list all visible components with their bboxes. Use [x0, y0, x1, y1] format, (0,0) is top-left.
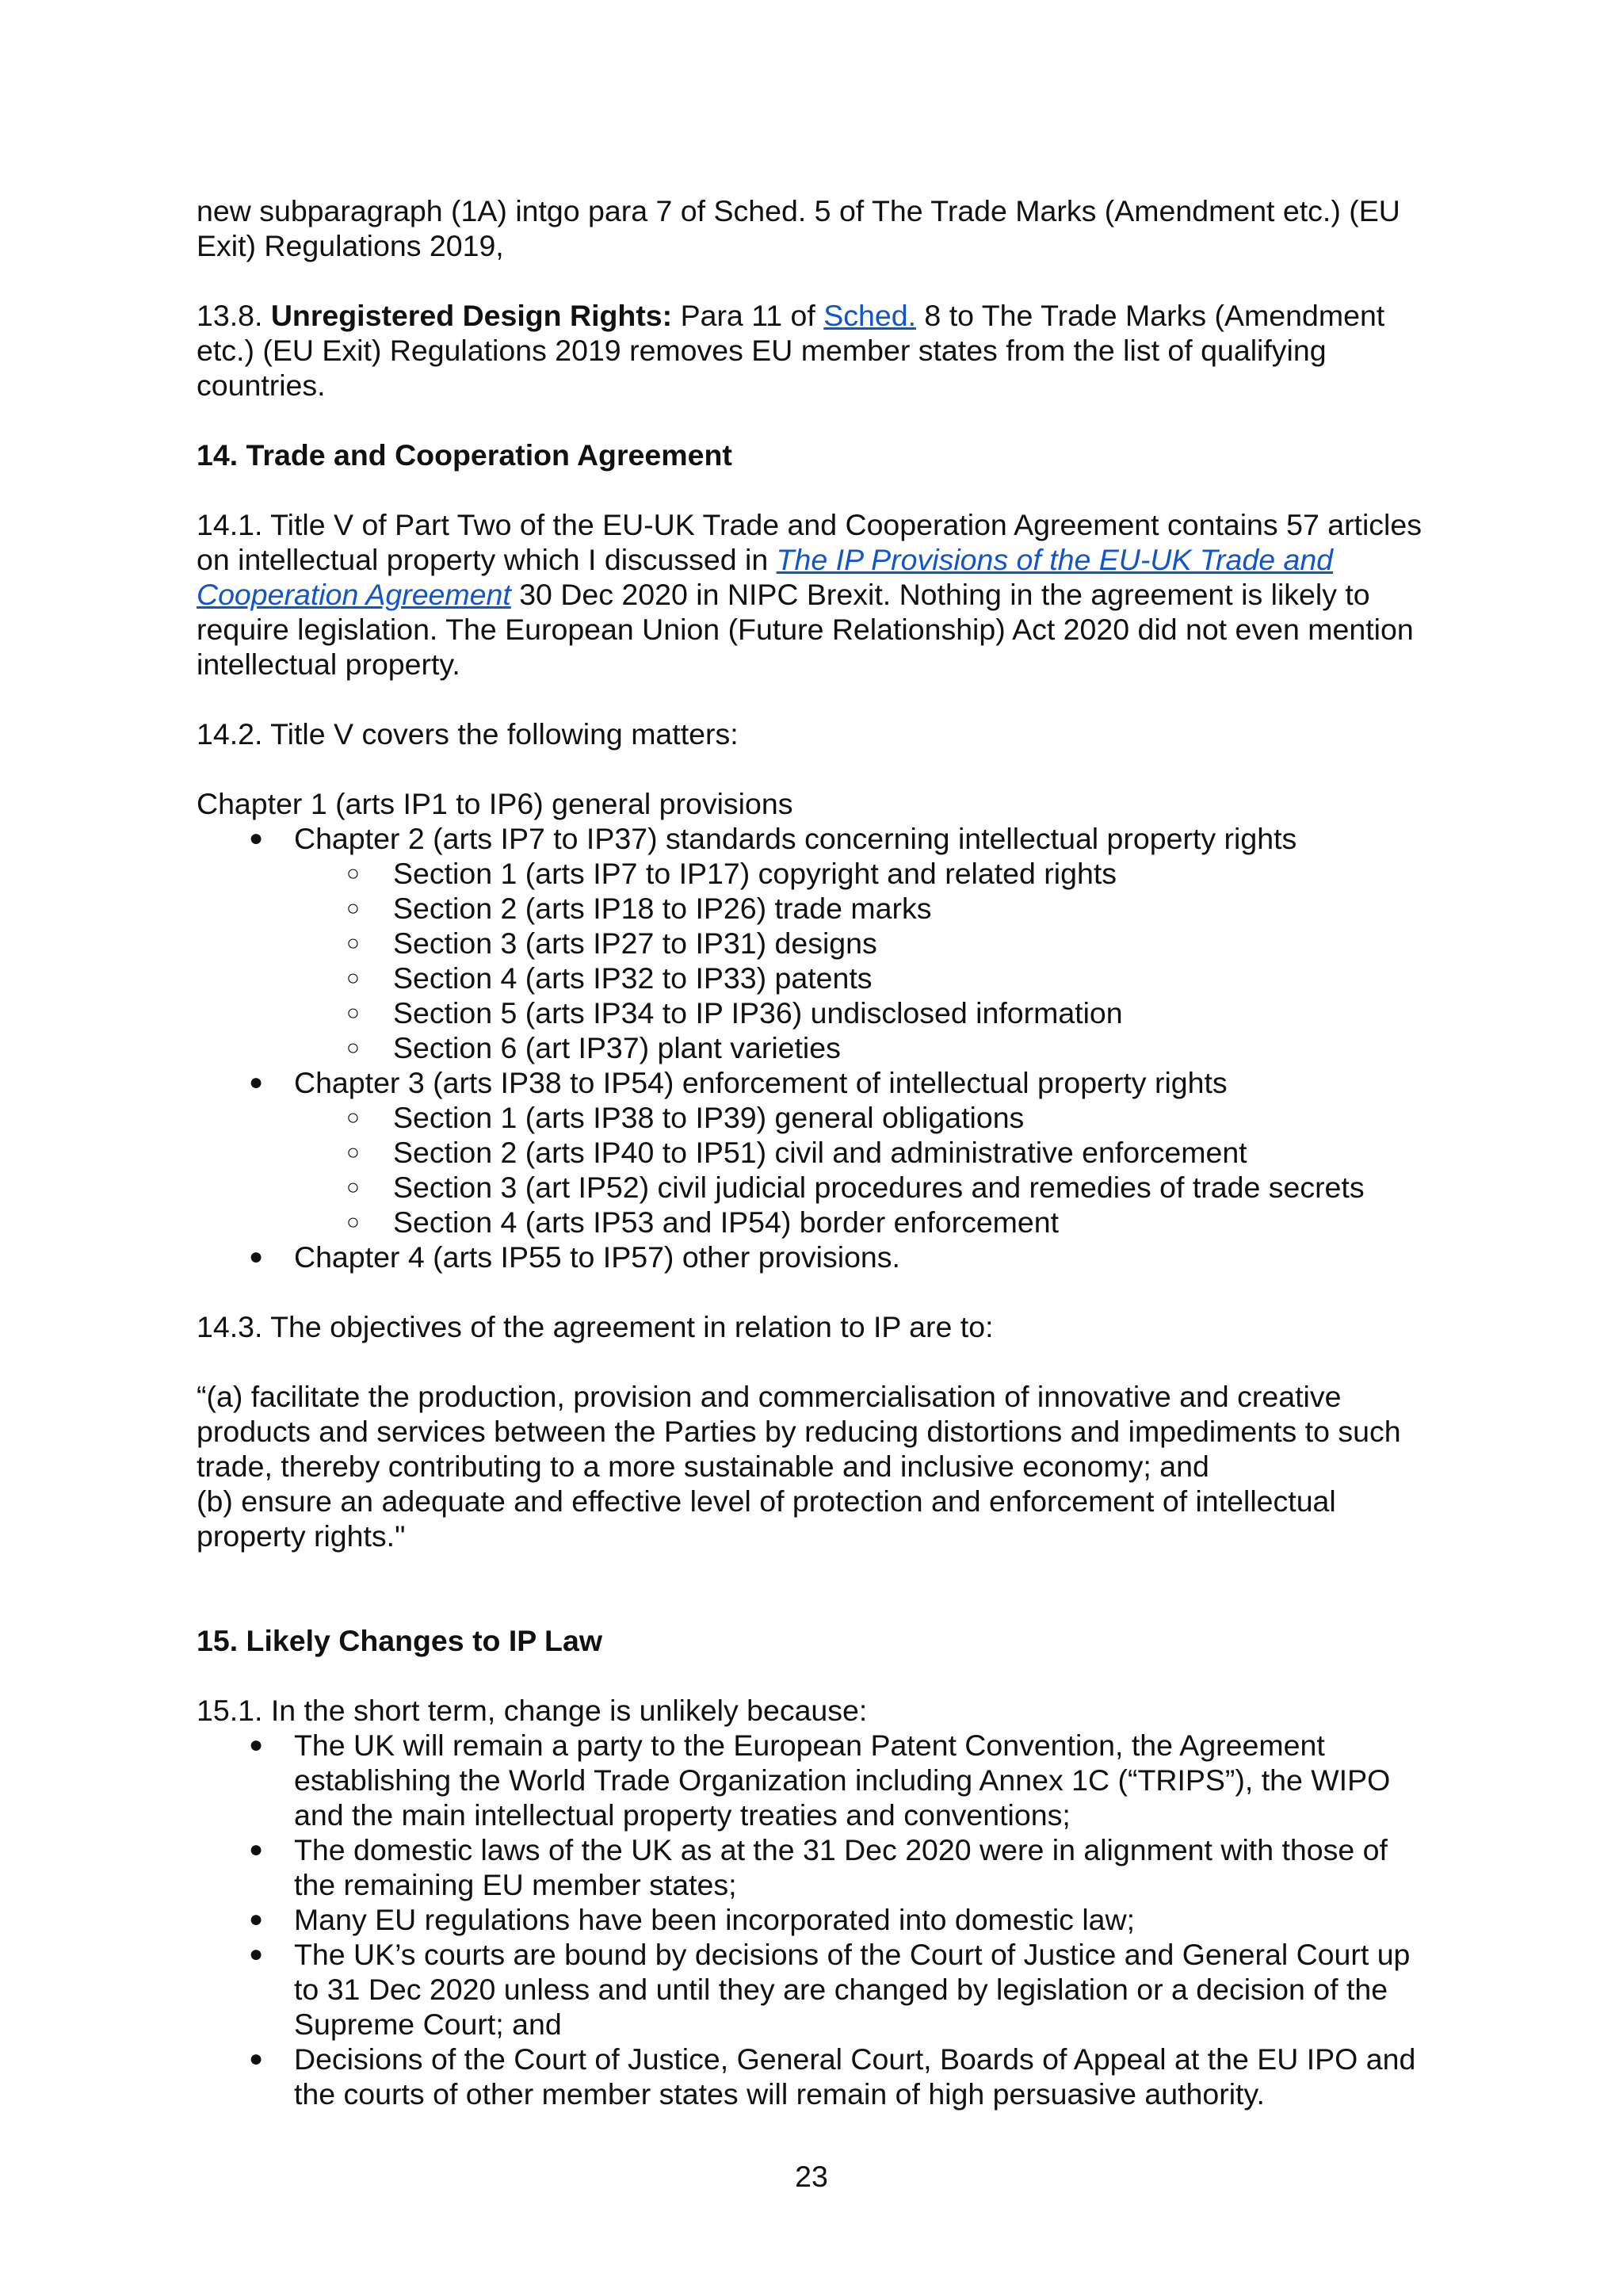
- list-item: [197, 1728, 1433, 1832]
- list-item: [294, 1135, 1433, 1170]
- paragraph-13-8-post: 8 to The Trade Marks (Amendment etc.) (EU Exit) Regulations 2019 removes EU member states from the list of qualifying countries.: [197, 299, 1385, 402]
- list-item-chapter-3: [197, 1065, 1433, 1240]
- list-item: [197, 2042, 1433, 2111]
- reason-text: The UK will remain a party to the European Patent Convention, the Agreement establishing the World Trade Organization including Annex 1C (“TRIPS”), the WIPO and the main intellectual property treaties and conventions;: [294, 1729, 1391, 1832]
- chapter-3-sections: [197, 1100, 1433, 1240]
- chapters-list: [197, 821, 1433, 1274]
- list-item: [197, 1832, 1433, 1902]
- circle-bullet-icon: ○: [346, 896, 360, 920]
- section-label: Section 2 (arts IP40 to IP51) civil and administrative enforcement: [393, 1136, 1247, 1169]
- list-item: [197, 1937, 1433, 2042]
- list-item: [294, 926, 1433, 961]
- list-item: [294, 1170, 1433, 1205]
- bullet-icon: ●: [249, 1906, 264, 1932]
- page-number: 23: [795, 2160, 828, 2193]
- quote-part-a: “(a) facilitate the production, provision and commercialisation of innovative and creative products and services between the Parties by reducing distortions and impediments to such trade, thereby contributing to a more sustainable and inclusive economy; and: [197, 1380, 1401, 1483]
- document-page: [197, 193, 1433, 2146]
- section-label: Section 3 (art IP52) civil judicial procedures and remedies of trade secrets: [393, 1171, 1365, 1204]
- circle-bullet-icon: ○: [346, 861, 360, 885]
- circle-bullet-icon: ○: [346, 1035, 360, 1060]
- circle-bullet-icon: ○: [346, 1000, 360, 1025]
- reason-text: Decisions of the Court of Justice, General Court, Boards of Appeal at the EU IPO and the courts of other member states will remain of high persuasive authority.: [294, 2042, 1416, 2111]
- list-item: [294, 891, 1433, 926]
- chapter-2-label: Chapter 2 (arts IP7 to IP37) standards concerning intellectual property rights: [294, 822, 1297, 855]
- section-15-heading: 15. Likely Changes to IP Law: [197, 1624, 602, 1657]
- bullet-icon: ●: [249, 1836, 264, 1862]
- section-label: Section 6 (art IP37) plant varieties: [393, 1031, 841, 1064]
- circle-bullet-icon: ○: [346, 1175, 360, 1199]
- bullet-icon: ●: [249, 2046, 264, 2072]
- list-item: [294, 1205, 1433, 1240]
- sched-link[interactable]: Sched.: [823, 299, 916, 332]
- paragraph-13-8-title: Unregistered Design Rights:: [270, 299, 673, 332]
- objectives-quote: [197, 1379, 1433, 1553]
- continuation-paragraph: new subparagraph (1A) intgo para 7 of Sched. 5 of The Trade Marks (Amendment etc.) (EU Exit) Regulations 2019,: [197, 194, 1400, 262]
- chapter-4-label: Chapter 4 (arts IP55 to IP57) other provisions.: [294, 1240, 900, 1274]
- paragraph-13-8-number: 13.8.: [197, 299, 271, 332]
- list-item: [197, 1902, 1433, 1937]
- chapter-3-label: Chapter 3 (arts IP38 to IP54) enforcement of intellectual property rights: [294, 1066, 1228, 1099]
- bullet-icon: ●: [249, 1732, 264, 1758]
- list-item: [294, 995, 1433, 1030]
- section-14-heading: 14. Trade and Cooperation Agreement: [197, 438, 732, 472]
- bullet-icon: ●: [249, 1941, 264, 1967]
- list-item: [294, 1100, 1433, 1135]
- paragraph-13-8-pre: Para 11 of: [672, 299, 824, 332]
- chapter-2-sections: [197, 856, 1433, 1065]
- bullet-icon: ●: [249, 1244, 264, 1270]
- list-item: [294, 856, 1433, 891]
- list-item-chapter-4: [197, 1240, 1433, 1274]
- spacer: [197, 1588, 1433, 1623]
- paragraph-14-1: [197, 507, 1433, 682]
- bullet-icon: ●: [249, 1069, 264, 1095]
- ip-provisions-link[interactable]: The IP Provisions of the EU-UK Trade and Cooperation Agreement: [197, 543, 1334, 611]
- paragraph-14-1-post: 30 Dec 2020 in NIPC Brexit. Nothing in the agreement is likely to require legislation. The European Union (Future Relationship) Act 2020 did not even mention intellectual property.: [197, 578, 1414, 681]
- circle-bullet-icon: ○: [346, 930, 360, 955]
- section-label: Section 4 (arts IP32 to IP33) patents: [393, 961, 873, 995]
- paragraph-14-3: 14.3. The objectives of the agreement in relation to IP are to:: [197, 1310, 994, 1343]
- paragraph-15-1: 15.1. In the short term, change is unlikely because:: [197, 1694, 868, 1727]
- section-label: Section 1 (arts IP38 to IP39) general obligations: [393, 1101, 1025, 1134]
- quote-part-b: (b) ensure an adequate and effective level of protection and enforcement of intellectual property rights.": [197, 1484, 1336, 1553]
- chapter-1-line: Chapter 1 (arts IP1 to IP6) general provisions: [197, 787, 793, 820]
- reasons-list: [197, 1728, 1433, 2111]
- circle-bullet-icon: ○: [346, 965, 360, 990]
- reason-text: The domestic laws of the UK as at the 31 Dec 2020 were in alignment with those of the remaining EU member states;: [294, 1833, 1388, 1901]
- list-item: [294, 1030, 1433, 1065]
- section-label: Section 3 (arts IP27 to IP31) designs: [393, 926, 877, 960]
- circle-bullet-icon: ○: [346, 1105, 360, 1129]
- circle-bullet-icon: ○: [346, 1209, 360, 1234]
- section-label: Section 1 (arts IP7 to IP17) copyright and related rights: [393, 857, 1117, 890]
- paragraph-14-2: 14.2. Title V covers the following matters:: [197, 717, 739, 751]
- circle-bullet-icon: ○: [346, 1140, 360, 1164]
- section-label: Section 2 (arts IP18 to IP26) trade marks: [393, 892, 932, 925]
- bullet-icon: ●: [249, 825, 264, 851]
- list-item: [294, 961, 1433, 995]
- reason-text: The UK’s courts are bound by decisions of the Court of Justice and General Court up to 31 Dec 2020 unless and until they are changed by legislation or a decision of the Supreme Court; and: [294, 1938, 1411, 2041]
- section-label: Section 4 (arts IP53 and IP54) border enforcement: [393, 1205, 1060, 1239]
- list-item-chapter-2: [197, 821, 1433, 1065]
- reason-text: Many EU regulations have been incorporated into domestic law;: [294, 1903, 1136, 1936]
- paragraph-14-1-pre: 14.1. Title V of Part Two of the EU-UK Trade and Cooperation Agreement contains 57 articles on intellectual property which I discussed in: [197, 508, 1422, 576]
- section-label: Section 5 (arts IP34 to IP IP36) undisclosed information: [393, 996, 1123, 1030]
- paragraph-13-8: [197, 298, 1433, 403]
